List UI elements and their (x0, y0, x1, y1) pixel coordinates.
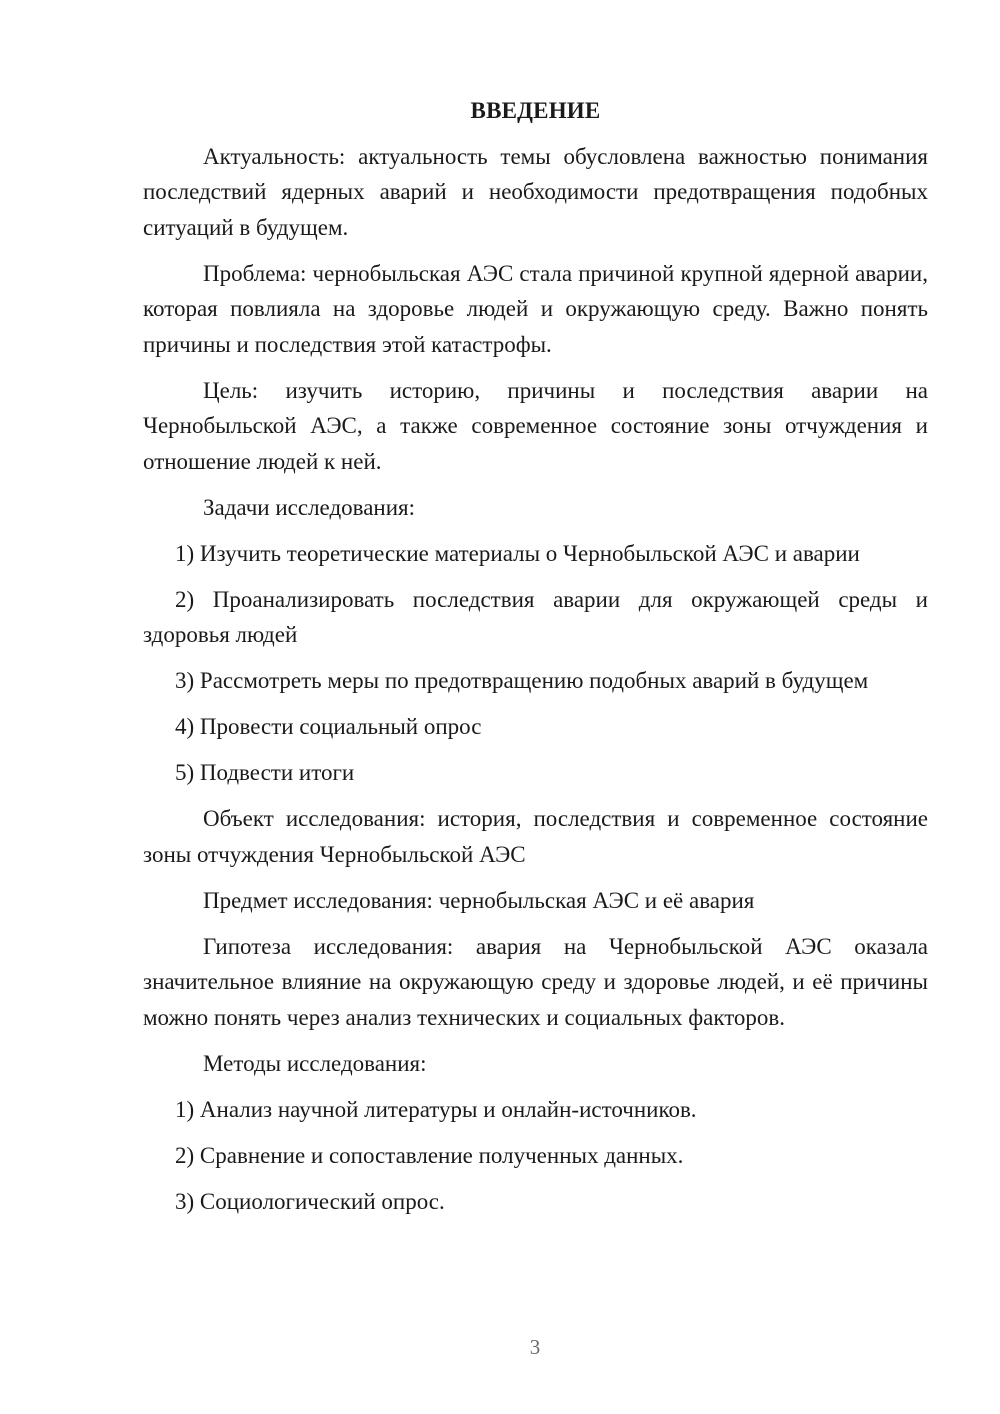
document-body (143, 93, 928, 1230)
task-item-2: 2) Проанализировать последствия аварии для окружающей среды и здоровья людей (143, 586, 928, 647)
object-paragraph: Объект исследования: история, последствия и современное состояние зоны отчуждения Чернобыльской АЭС (143, 806, 928, 867)
method-item-2: 2) Сравнение и сопоставление полученных данных. (175, 1142, 684, 1168)
task-item-3: 3) Рассмотреть меры по предотвращению подобных аварий в будущем (175, 668, 869, 693)
page-number: 3 (529, 1335, 541, 1359)
subject-paragraph: Предмет исследования: чернобыльская АЭС и её авария (203, 887, 755, 913)
section-heading: ВВЕДЕНИЕ (470, 98, 601, 123)
relevance-paragraph: Актуальность: актуальность темы обусловлена важностью понимания последствий ядерных аварий и необходимости предотвращения подобных ситуаций в будущем. (143, 143, 928, 240)
methods-heading: Методы исследования: (203, 1050, 427, 1076)
problem-paragraph: Проблема: чернобыльская АЭС стала причиной крупной ядерной аварии, которая повлияла на здоровье людей и окружающую среду. Важно понять причины и последствия этой катастрофы. (143, 260, 928, 357)
method-item-1: 1) Анализ научной литературы и онлайн-источников. (175, 1096, 697, 1122)
method-item-3: 3) Социологический опрос. (175, 1188, 445, 1214)
goal-paragraph: Цель: изучить историю, причины и последствия аварии на Чернобыльской АЭС, а также современное состояние зоны отчуждения и отношение людей к ней. (143, 377, 928, 474)
tasks-heading: Задачи исследования: (203, 494, 416, 520)
task-item-5: 5) Подвести итоги (175, 760, 355, 785)
hypothesis-paragraph: Гипотеза исследования: авария на Чернобыльской АЭС оказала значительное влияние на окружающую среду и здоровье людей, и её причины можно понять через анализ технических и социальных факторов. (143, 933, 928, 1030)
task-item-1: 1) Изучить теоретические материалы о Чернобыльской АЭС и аварии (175, 540, 860, 566)
task-item-4: 4) Провести социальный опрос (175, 714, 482, 739)
